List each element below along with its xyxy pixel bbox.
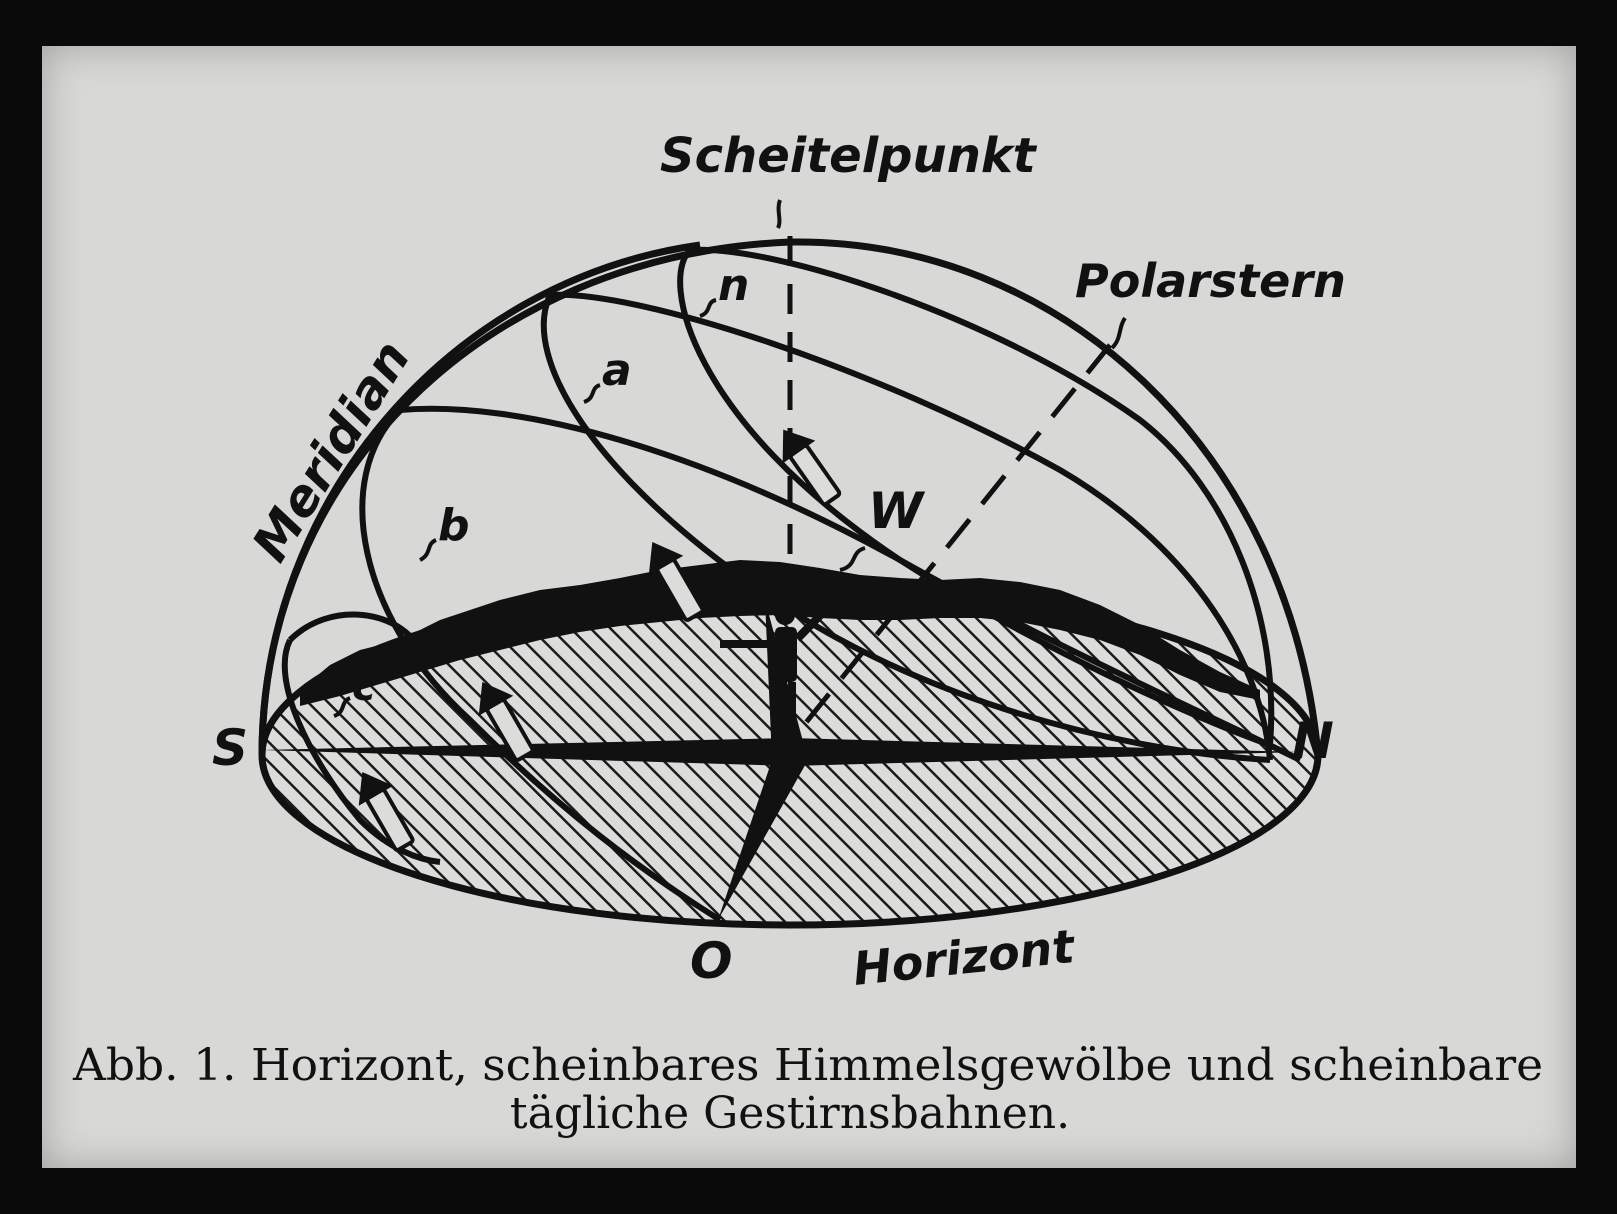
polaris-label: Polarstern (1075, 254, 1346, 308)
meridian-label: Meridian (240, 330, 422, 572)
north-label: N (1292, 712, 1334, 770)
south-label: S (212, 719, 249, 777)
path-n-label: n (718, 260, 750, 311)
west-label: W (868, 482, 924, 540)
path-a-label: a (602, 345, 632, 396)
zenith-label: Scheitelpunkt (660, 128, 1036, 184)
path-c-label: c (352, 664, 376, 710)
path-b-label: b (438, 500, 470, 551)
caption-line-1: Abb. 1. Horizont, scheinbares Himmelsgewölbe und scheinbare (71, 1040, 1543, 1091)
caption-line-2: tägliche Gestirnsbahnen. (509, 1088, 1071, 1139)
horizon-label: Horizont (850, 919, 1077, 996)
east-label: O (690, 932, 733, 990)
